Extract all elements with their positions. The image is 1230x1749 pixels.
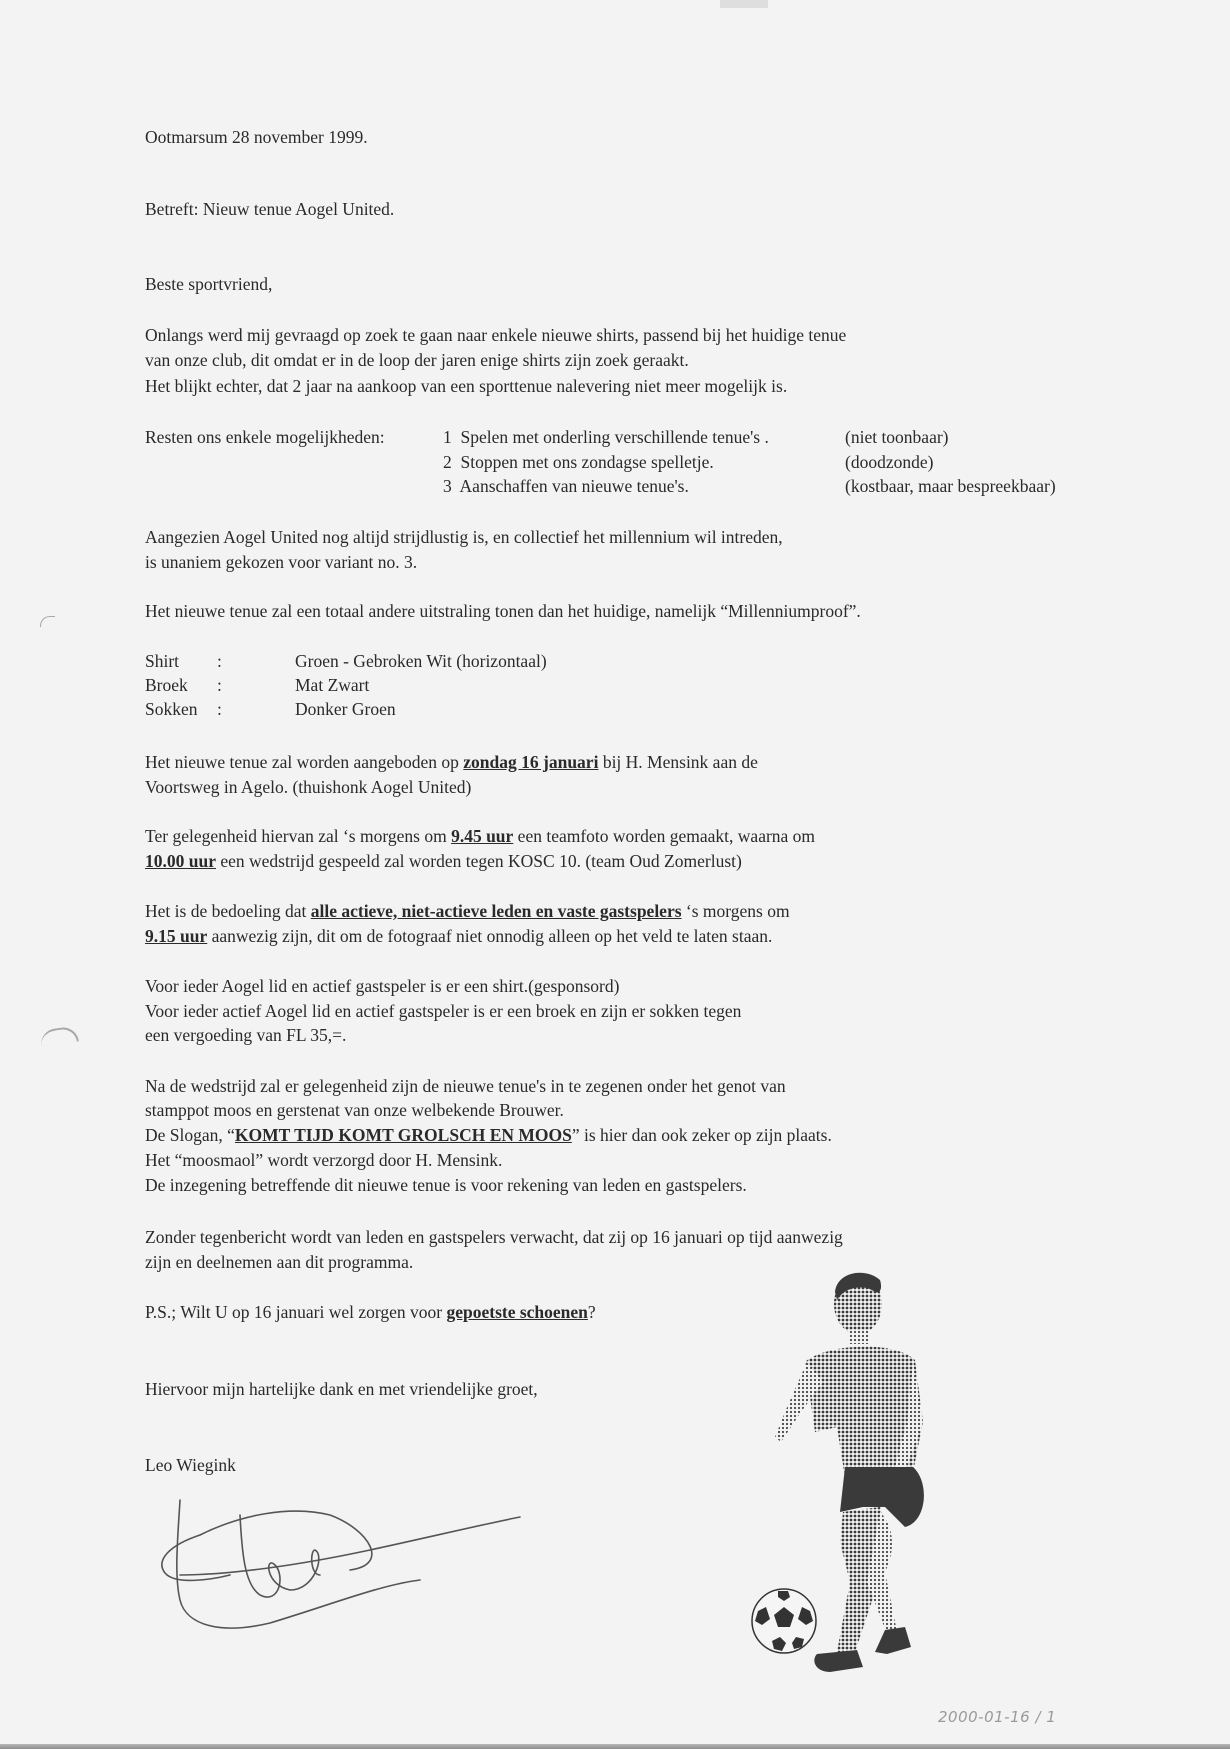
text: aanwezig zijn, dit om de fotograaf niet onnodig alleen op het veld te laten staan. bbox=[207, 926, 773, 946]
option-number: 3 bbox=[443, 476, 452, 496]
text: ” is hier dan ook zeker op zijn plaats. bbox=[571, 1125, 832, 1145]
intro-line-1: Onlangs werd mij gevraagd op zoek te gaan naar enkele nieuwe shirts, passend bij het huidige tenue bbox=[145, 325, 847, 345]
new-look-line: Het nieuwe tenue zal een totaal andere uitstraling tonen dan het huidige, namelijk “Millenniumproof”. bbox=[145, 601, 861, 621]
text: De Slogan, “ bbox=[145, 1125, 235, 1145]
handwritten-note: 2000-01-16 / 1 bbox=[938, 1708, 1057, 1726]
attendance-line-1 bbox=[145, 900, 790, 922]
attendance-line-2 bbox=[145, 925, 772, 947]
decision-line-2: is unaniem gekozen voor variant no. 3. bbox=[145, 552, 418, 572]
option-number: 1 bbox=[443, 427, 452, 447]
salutation: Beste sportvriend, bbox=[145, 274, 273, 294]
option-number: 2 bbox=[443, 452, 452, 472]
ps-emphasis: gepoetste schoenen bbox=[446, 1302, 588, 1322]
option-2 bbox=[443, 451, 714, 473]
text: Het nieuwe tenue zal worden aangeboden op bbox=[145, 752, 464, 772]
attendance-who: alle actieve, niet-actieve leden en vaste gastspelers bbox=[310, 901, 682, 921]
intro-line-2: van onze club, dit omdat er in de loop der jaren enige shirts zijn zoek geraakt. bbox=[145, 350, 689, 370]
punch-hole-mark bbox=[40, 616, 55, 627]
option-1 bbox=[443, 426, 769, 448]
option-1-note: (niet toonbaar) bbox=[845, 427, 949, 447]
text: Het is de bedoeling dat bbox=[145, 901, 311, 921]
kit-value: Donker Groen bbox=[295, 699, 396, 719]
signature bbox=[150, 1495, 550, 1635]
option-3 bbox=[443, 475, 689, 497]
kit-sep: : bbox=[217, 699, 222, 719]
after-match-line-2: stamppot moos en gerstenat van onze welbekende Brouwer. bbox=[145, 1100, 564, 1120]
costs-line-3: een vergoeding van FL 35,=. bbox=[145, 1025, 347, 1045]
option-2-note: (doodzonde) bbox=[845, 452, 934, 472]
after-match-line-4: Het “moosmaol” wordt verzorgd door H. Mensink. bbox=[145, 1150, 503, 1170]
kit-item: Sokken bbox=[145, 699, 198, 719]
photo-line-2 bbox=[145, 850, 742, 872]
option-text: Aanschaffen van nieuwe tenue's. bbox=[459, 476, 689, 496]
match-time: 10.00 uur bbox=[145, 851, 216, 871]
text: een teamfoto worden gemaakt, waarna om bbox=[513, 826, 816, 846]
text: P.S.; Wilt U op 16 januari wel zorgen voor bbox=[145, 1302, 447, 1322]
text: ‘s morgens om bbox=[681, 901, 790, 921]
decision-line-1: Aangezien Aogel United nog altijd strijdlustig is, en collectief het millennium wil intreden, bbox=[145, 527, 783, 547]
text: ? bbox=[587, 1302, 596, 1322]
presentation-line-2: Voortsweg in Agelo. (thuishonk Aogel United) bbox=[145, 777, 472, 797]
ps-line bbox=[145, 1301, 596, 1323]
closing: Hiervoor mijn hartelijke dank en met vriendelijke groet, bbox=[145, 1379, 538, 1399]
place-date: Ootmarsum 28 november 1999. bbox=[145, 127, 368, 147]
after-match-line-5: De inzegening betreffende dit nieuwe tenue is voor rekening van leden en gastspelers. bbox=[145, 1175, 747, 1195]
slogan-line bbox=[145, 1124, 832, 1146]
expectation-line-2: zijn en deelnemen aan dit programma. bbox=[145, 1252, 414, 1272]
costs-line-1: Voor ieder Aogel lid en actief gastspeler is er een shirt.(gesponsord) bbox=[145, 976, 620, 996]
text: Ter gelegenheid hiervan zal ‘s morgens om bbox=[145, 826, 452, 846]
text: bij H. Mensink aan de bbox=[598, 752, 758, 772]
kit-sep: : bbox=[217, 675, 222, 695]
subject-line: Betreft: Nieuw tenue Aogel United. bbox=[145, 199, 395, 219]
costs-line-2: Voor ieder actief Aogel lid en actief gastspeler is er een broek en zijn er sokken tegen bbox=[145, 1001, 742, 1021]
option-text: Stoppen met ons zondagse spelletje. bbox=[460, 452, 714, 472]
kit-row-sokken bbox=[145, 698, 396, 720]
kit-item: Shirt bbox=[145, 651, 180, 671]
after-match-line-1: Na de wedstrijd zal er gelegenheid zijn de nieuwe tenue's in te zegenen onder het genot van bbox=[145, 1076, 786, 1096]
punch-hole-mark bbox=[39, 1025, 79, 1046]
presentation-line-1 bbox=[145, 751, 758, 773]
text: een wedstrijd gespeeld zal worden tegen KOSC 10. (team Oud Zomerlust) bbox=[215, 851, 742, 871]
photo-line-1 bbox=[145, 825, 815, 847]
option-text: Spelen met onderling verschillende tenue's . bbox=[460, 427, 769, 447]
soccer-ball-icon bbox=[748, 1585, 820, 1657]
kit-row-broek bbox=[145, 674, 369, 696]
kit-sep: : bbox=[217, 651, 222, 671]
expectation-line-1: Zonder tegenbericht wordt van leden en gastspelers verwacht, dat zij op 16 januari op tijd aanwezig bbox=[145, 1227, 843, 1247]
kit-row-shirt bbox=[145, 650, 547, 672]
kit-value: Mat Zwart bbox=[295, 675, 370, 695]
option-3-note: (kostbaar, maar bespreekbaar) bbox=[845, 476, 1056, 496]
slogan: KOMT TIJD KOMT GROLSCH EN MOOS bbox=[234, 1125, 572, 1145]
kit-item: Broek bbox=[145, 675, 188, 695]
signer-name: Leo Wiegink bbox=[145, 1455, 236, 1475]
presentation-date: zondag 16 januari bbox=[463, 752, 599, 772]
attendance-time: 9.15 uur bbox=[145, 926, 208, 946]
scan-bottom-edge bbox=[0, 1744, 1230, 1749]
options-label: Resten ons enkele mogelijkheden: bbox=[145, 427, 385, 447]
photo-time: 9.45 uur bbox=[451, 826, 514, 846]
scan-edge-mark bbox=[720, 0, 768, 8]
intro-line-3: Het blijkt echter, dat 2 jaar na aankoop van een sporttenue nalevering niet meer mogelijk is. bbox=[145, 376, 788, 396]
kit-value: Groen - Gebroken Wit (horizontaal) bbox=[295, 651, 547, 671]
